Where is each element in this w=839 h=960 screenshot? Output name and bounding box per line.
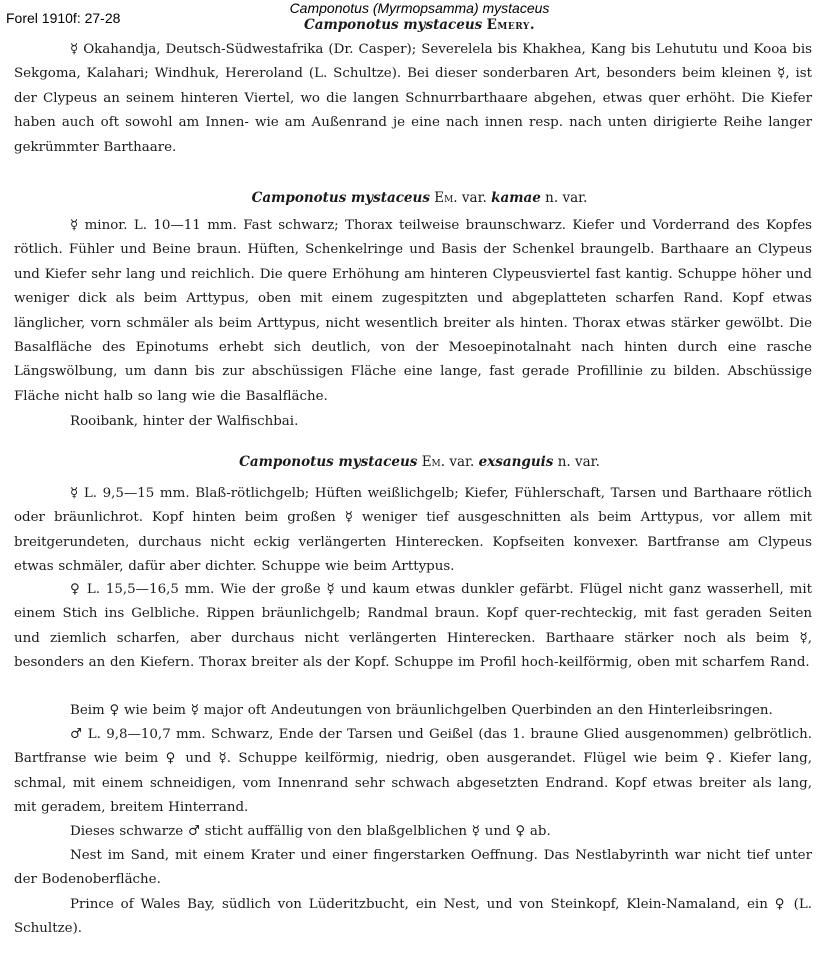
paragraph-nest: Nest im Sand, mit einem Krater und einer fingerstarken Oeffnung. Das Nestlabyrinth war nicht tief unter der Bodenoberfläche.: [14, 848, 812, 888]
species-name: Camponotus mystaceus: [239, 454, 418, 470]
var-prefix: var.: [461, 190, 487, 206]
author-name: Em.: [434, 190, 458, 206]
paragraph-black-male: Dieses schwarze ♂ sticht auffällig von den blaßgelblichen ☿ und ♀ ab.: [70, 824, 551, 839]
author-name: Em.: [421, 454, 446, 470]
section-title-mystaceus: [0, 17, 839, 33]
paragraph-worker: ☿ L. 9,5—15 mm. Blaß-rötlichgelb; Hüften weißlichgelb; Kiefer, Fühlerschaft, Tarsen und Barthaare rötlich oder bräunlichrot. Kopf hinten beim großen ☿ weniger tief ausgeschnitten als beim Arttypus, vor allem mit breitgerundeten, durchaus nicht eckig verlängerten Hinterecken. Kopfseiten konvexer. Bartfranse am Clypeus etwas schmäler, dafür aber dichter. Schuppe wie beim Arttypus.: [14, 486, 812, 575]
var-prefix: var.: [449, 454, 475, 470]
variety-name: kamae: [491, 190, 541, 206]
paragraph-hind-bands: Beim ♀ wie beim ☿ major oft Andeutungen von bräunlichgelben Querbinden an den Hinterleibsringen.: [70, 703, 773, 718]
paragraph-female: ♀ L. 15,5—16,5 mm. Wie der große ☿ und kaum etwas dunkler gefärbt. Flügel nicht ganz wasserhell, mit einem Stich ins Gelbliche. Rippen bräunlichgelb; Randmal braun. Kopf quer-rechteckig, mit fast geraden Seiten und ziemlich scharfen, aber durchaus nicht verlängerten Hinterecken. Barthaare stärker noch als beim ☿, besonders an den Kiefern. Thorax breiter als der Kopf. Schuppe im Profil hoch-keilförmig, oben mit scharfem Rand.: [14, 582, 812, 671]
new-variety-label: n. var.: [557, 454, 600, 470]
new-variety-label: n. var.: [545, 190, 588, 206]
paragraph-mystaceus: ☿ Okahandja, Deutsch-Südwestafrika (Dr. Casper); Severelela bis Khakhea, Kang bis Lehututu und Kooa bis Sekgoma, Kalahari; Windhuk, Hereroland (L. Schultze). Bei dieser sonderbaren Art, besonders beim kleinen ☿, ist der Clypeus an seinem hinteren Viertel, wo die langen Schnurrbarthaare abgehen, etwas quer erhöht. Die Kiefer haben auch oft sowohl am Innen- wie am Außenrand je eine nach innen resp. nach unten dirigierte Reihe langer gekrümmter Barthaare.: [14, 42, 812, 155]
paragraph-localities: Prince of Wales Bay, südlich von Lüderitzbucht, ein Nest, und von Steinkopf, Klein-Namaland, ein ♀ (L. Schultze).: [14, 897, 812, 937]
locality-kamae: Rooibank, hinter der Walfischbai.: [70, 414, 299, 429]
species-name: Camponotus mystaceus: [251, 190, 430, 206]
section-title-exsanguis: [0, 454, 839, 470]
section-title-kamae: [0, 190, 839, 206]
species-name: Camponotus mystaceus: [303, 17, 483, 33]
variety-name: exsanguis: [478, 454, 554, 470]
paragraph-male: ♂ L. 9,8—10,7 mm. Schwarz, Ende der Tarsen und Geißel (das 1. braune Glied ausgenommen) gelbrötlich. Bartfranse wie beim ♀ und ☿. Schuppe keilförmig, niedrig, oben ausgerandet. Flügel wie beim ♀. Kiefer lang, schmal, mit einem schneidigen, vom Innenrand sehr schwach abgesetzten Endrand. Kopf etwas breiter als lang, mit geradem, breitem Hinterrand.: [14, 727, 812, 816]
paragraph-kamae: ☿ minor. L. 10—11 mm. Fast schwarz; Thorax teilweise braunschwarz. Kiefer und Vorderrand des Kopfes rötlich. Fühler und Beine braun. Hüften, Schenkelringe und Basis der Schenkel braungelb. Barthaare an Clypeus und Kiefer sehr lang und reichlich. Die quere Erhöhung am hinteren Clypeusviertel fast kantig. Schuppe höher und weniger dick als beim Arttypus, oben mit einem zugespitzten und abgeplatteten scharfen Rand. Kopf etwas länglicher, vorn schmäler als beim Arttypus, nicht wesentlich breiter als hinten. Thorax etwas stärker gewölbt. Die Basalfläche des Epinotums erhebt sich deutlich, von der Mesoepinotalnaht nach hinten durch eine rasche Längswölbung, um dann bis zur abschüssigen Fläche eine lange, fast gerade Profillinie zu bilden. Abschüssige Fläche nicht halb so lang wie die Basalfläche.: [14, 218, 812, 404]
taxon-heading: Camponotus (Myrmopsamma) mystaceus: [289, 0, 550, 16]
page-reference: Forel 1910f: 27-28: [6, 10, 121, 26]
author-name: Emery.: [486, 17, 536, 33]
